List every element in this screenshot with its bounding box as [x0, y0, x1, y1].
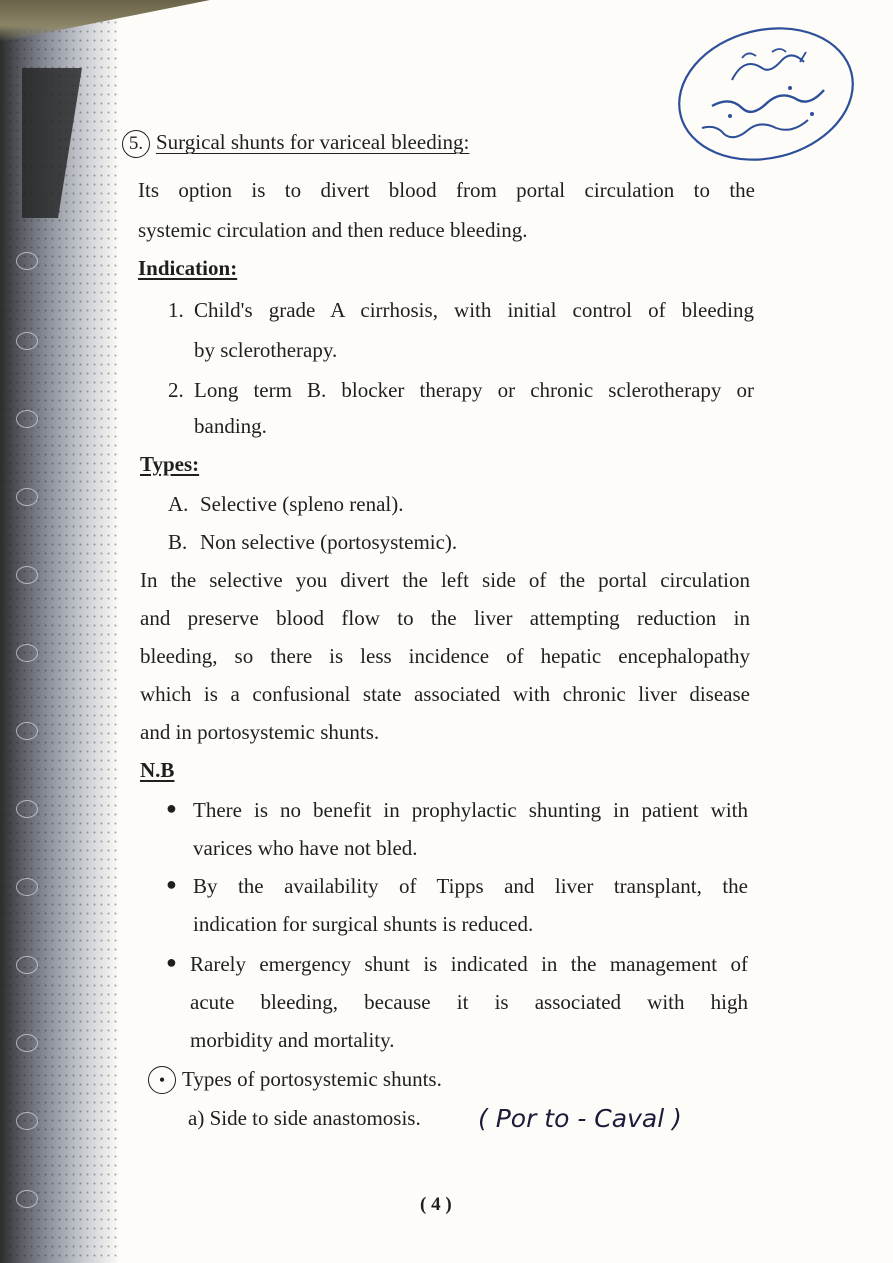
- binding-ring: [16, 410, 38, 428]
- bullet-dot: ●: [166, 798, 177, 818]
- binding-ring: [16, 644, 38, 662]
- shunt-types-title-text: Types of portosystemic shunts.: [182, 1067, 442, 1091]
- binding-ring: [16, 1190, 38, 1208]
- bullet-dot: ●: [166, 874, 177, 894]
- bullet-dot: ●: [166, 952, 177, 972]
- nb-bullet-text: There is no benefit in prophylactic shunting in patient with: [193, 798, 748, 822]
- intro-line: systemic circulation and then reduce bleeding.: [138, 218, 528, 242]
- types-heading: Types:: [140, 452, 200, 476]
- binding-ring: [16, 1112, 38, 1130]
- page-number: ( 4 ): [420, 1194, 452, 1215]
- indication-item-text: Child's grade A cirrhosis, with initial control of bleeding: [194, 298, 754, 322]
- binding-ring: [16, 800, 38, 818]
- nb-bullet-text: acute bleeding, because it is associated with high: [190, 990, 748, 1014]
- indication-item-number: 1.: [168, 298, 184, 322]
- section-number: 5.: [122, 130, 150, 158]
- binding-ring: [16, 878, 38, 896]
- nb-bullet-text: Rarely emergency shunt is indicated in the management of: [190, 952, 748, 976]
- binding-ring: [16, 956, 38, 974]
- types-item-text: Selective (spleno renal).: [200, 492, 404, 516]
- types-item-text: Non selective (portosystemic).: [200, 530, 458, 554]
- nb-bullet-text: varices who have not bled.: [193, 836, 418, 860]
- shunt-item-a: a) Side to side anastomosis.: [188, 1106, 421, 1130]
- nb-bullet-text: indication for surgical shunts is reduced.: [193, 912, 534, 936]
- indication-item-text: banding.: [194, 414, 267, 438]
- indication-heading: Indication:: [138, 256, 238, 280]
- paragraph-line: and in portosystemic shunts.: [140, 720, 380, 744]
- nb-bullet-text: morbidity and mortality.: [190, 1028, 395, 1052]
- binding-ring: [16, 488, 38, 506]
- binding-ring: [16, 722, 38, 740]
- section-title: [122, 130, 469, 158]
- paragraph-line: bleeding, so there is less incidence of hepatic encephalopathy: [140, 644, 750, 668]
- shunt-types-bullet: •: [148, 1066, 176, 1094]
- nb-heading: N.B: [140, 758, 175, 782]
- paragraph-line: In the selective you divert the left side of the portal circulation: [140, 568, 750, 592]
- doctor-stamp: [672, 18, 860, 168]
- binding-ring: [16, 252, 38, 270]
- binding-ring: [16, 332, 38, 350]
- handwritten-note: ( Por to - Caval ): [478, 1104, 682, 1133]
- binding-ring: [16, 1034, 38, 1052]
- indication-item-text: Long term B. blocker therapy or chronic sclerotherapy or: [194, 378, 754, 402]
- nb-bullet-text: By the availability of Tipps and liver transplant, the: [193, 874, 748, 898]
- binding-ring: [16, 566, 38, 584]
- types-item-letter: A.: [168, 492, 189, 516]
- paragraph-line: which is a confusional state associated with chronic liver disease: [140, 682, 750, 706]
- shunt-types-title: [148, 1066, 442, 1094]
- paragraph-line: and preserve blood flow to the liver attempting reduction in: [140, 606, 750, 630]
- indication-item-text: by sclerotherapy.: [194, 338, 338, 362]
- section-title-text: Surgical shunts for variceal bleeding:: [156, 130, 470, 154]
- types-item-letter: B.: [168, 530, 188, 554]
- indication-item-number: 2.: [168, 378, 184, 402]
- intro-line: Its option is to divert blood from portal circulation to the: [138, 178, 755, 202]
